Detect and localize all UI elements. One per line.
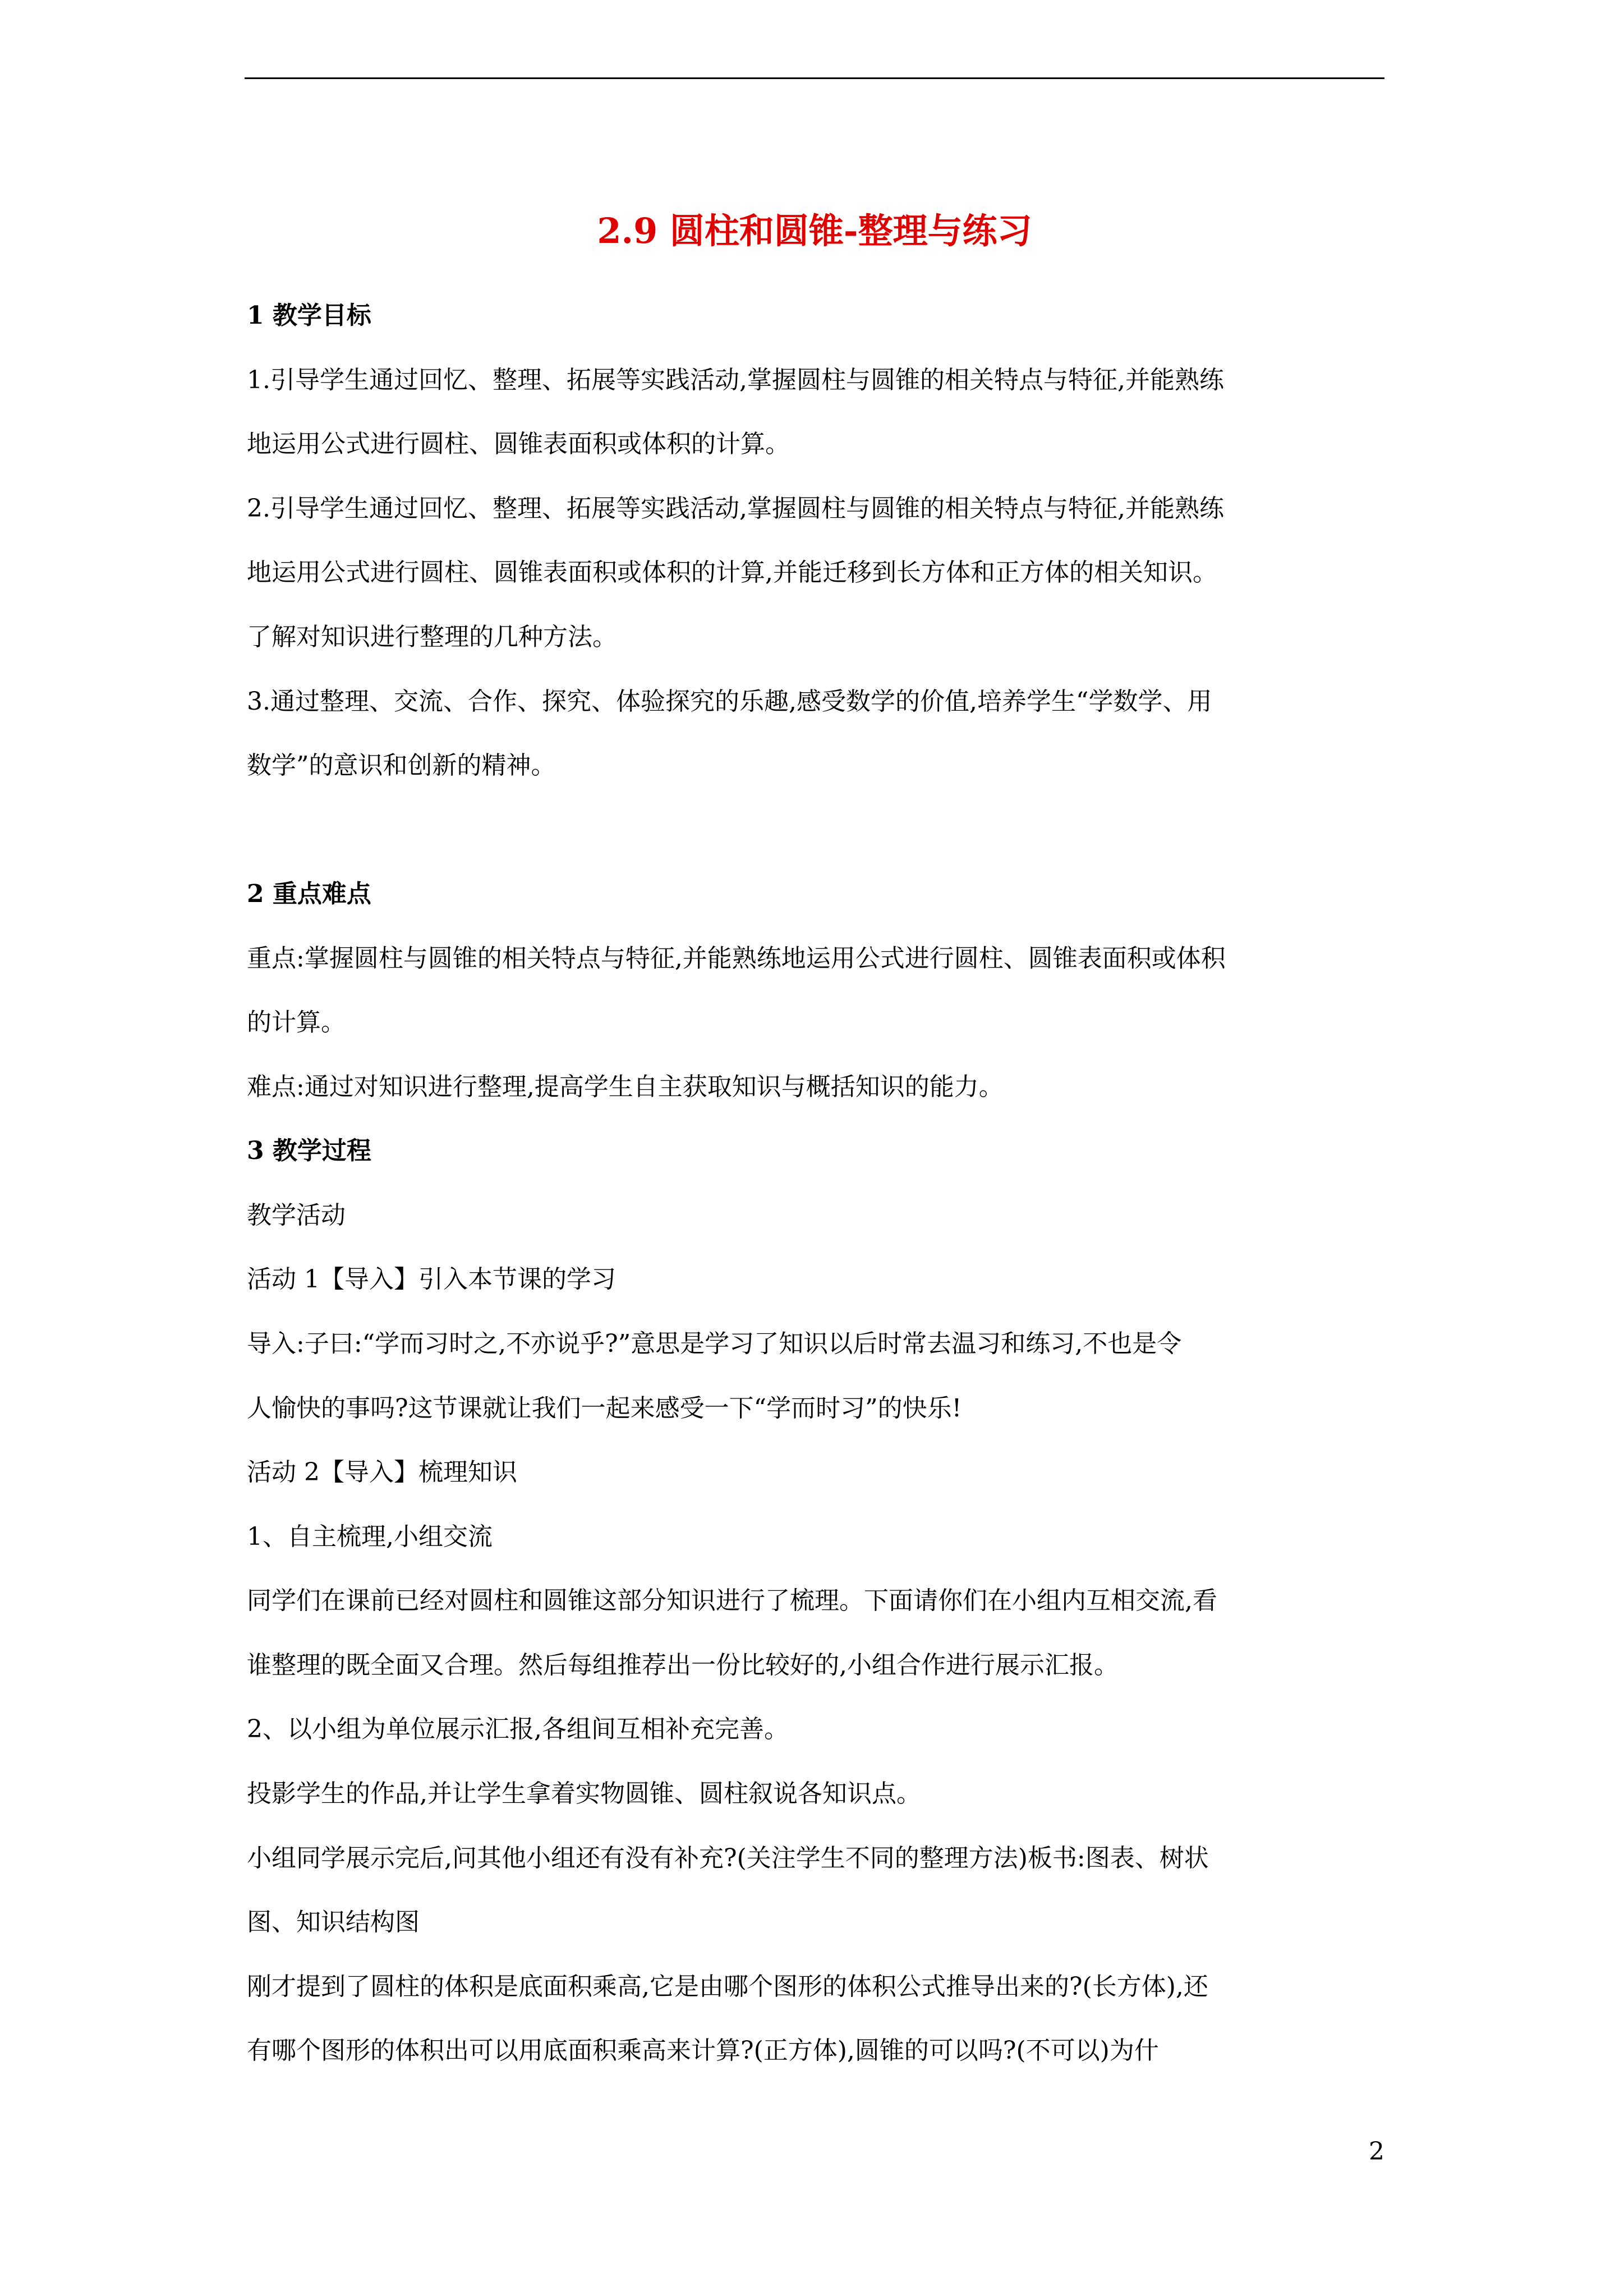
body-line: 重点:掌握圆柱与圆锥的相关特点与特征,并能熟练地运用公式进行圆柱、圆锥表面积或体积 xyxy=(247,944,1226,973)
body-line: 导入:子曰:“学而习时之,不亦说乎?”意思是学习了知识以后时常去温习和练习,不也是令 xyxy=(247,1329,1182,1358)
body-line: 刚才提到了圆柱的体积是底面积乘高,它是由哪个图形的体积公式推导出来的?(长方体),还 xyxy=(247,1972,1208,2001)
body-line: 图、知识结构图 xyxy=(247,1908,420,1936)
body-line: 活动 1【导入】引入本节课的学习 xyxy=(247,1265,616,1294)
body-line: 活动 2【导入】梳理知识 xyxy=(247,1458,517,1487)
body-line: 地运用公式进行圆柱、圆锥表面积或体积的计算。 xyxy=(247,430,790,458)
section-heading-objectives: 1 教学目标 xyxy=(247,301,371,330)
body-line: 1.引导学生通过回忆、整理、拓展等实践活动,掌握圆柱与圆锥的相关特点与特征,并能熟练 xyxy=(247,366,1224,394)
page-number: 2 xyxy=(1369,2137,1384,2166)
body-line: 教学活动 xyxy=(247,1201,346,1230)
body-line: 了解对知识进行整理的几种方法。 xyxy=(247,623,617,651)
body-line: 数学”的意识和创新的精神。 xyxy=(247,751,556,780)
body-line: 有哪个图形的体积出可以用底面积乘高来计算?(正方体),圆锥的可以吗?(不可以)为什 xyxy=(247,2036,1159,2065)
header-rule xyxy=(245,77,1384,79)
body-line: 3.通过整理、交流、合作、探究、体验探究的乐趣,感受数学的价值,培养学生“学数学、用 xyxy=(247,687,1212,716)
body-line: 难点:通过对知识进行整理,提高学生自主获取知识与概括知识的能力。 xyxy=(247,1073,1004,1101)
body-line: 2、以小组为单位展示汇报,各组间互相补充完善。 xyxy=(247,1715,789,1743)
body-line: 地运用公式进行圆柱、圆锥表面积或体积的计算,并能迁移到长方体和正方体的相关知识。 xyxy=(247,558,1217,587)
section-heading-process: 3 教学过程 xyxy=(247,1137,371,1165)
body-line: 同学们在课前已经对圆柱和圆锥这部分知识进行了梳理。下面请你们在小组内互相交流,看 xyxy=(247,1586,1217,1615)
body-line: 的计算。 xyxy=(247,1008,346,1037)
page-title: 2.9 圆柱和圆锥-整理与练习 xyxy=(597,210,1032,251)
body-line: 谁整理的既全面又合理。然后每组推荐出一份比较好的,小组合作进行展示汇报。 xyxy=(247,1651,1119,1680)
section-heading-key-points: 2 重点难点 xyxy=(247,880,371,908)
body-line: 2.引导学生通过回忆、整理、拓展等实践活动,掌握圆柱与圆锥的相关特点与特征,并能熟练 xyxy=(247,494,1224,523)
body-line: 人愉快的事吗?这节课就让我们一起来感受一下“学而时习”的快乐! xyxy=(247,1394,962,1423)
body-line: 1、自主梳理,小组交流 xyxy=(247,1522,493,1551)
body-line: 投影学生的作品,并让学生拿着实物圆锥、圆柱叙说各知识点。 xyxy=(247,1779,921,1808)
body-line: 小组同学展示完后,问其他小组还有没有补充?(关注学生不同的整理方法)板书:图表、树状 xyxy=(247,1844,1209,1872)
